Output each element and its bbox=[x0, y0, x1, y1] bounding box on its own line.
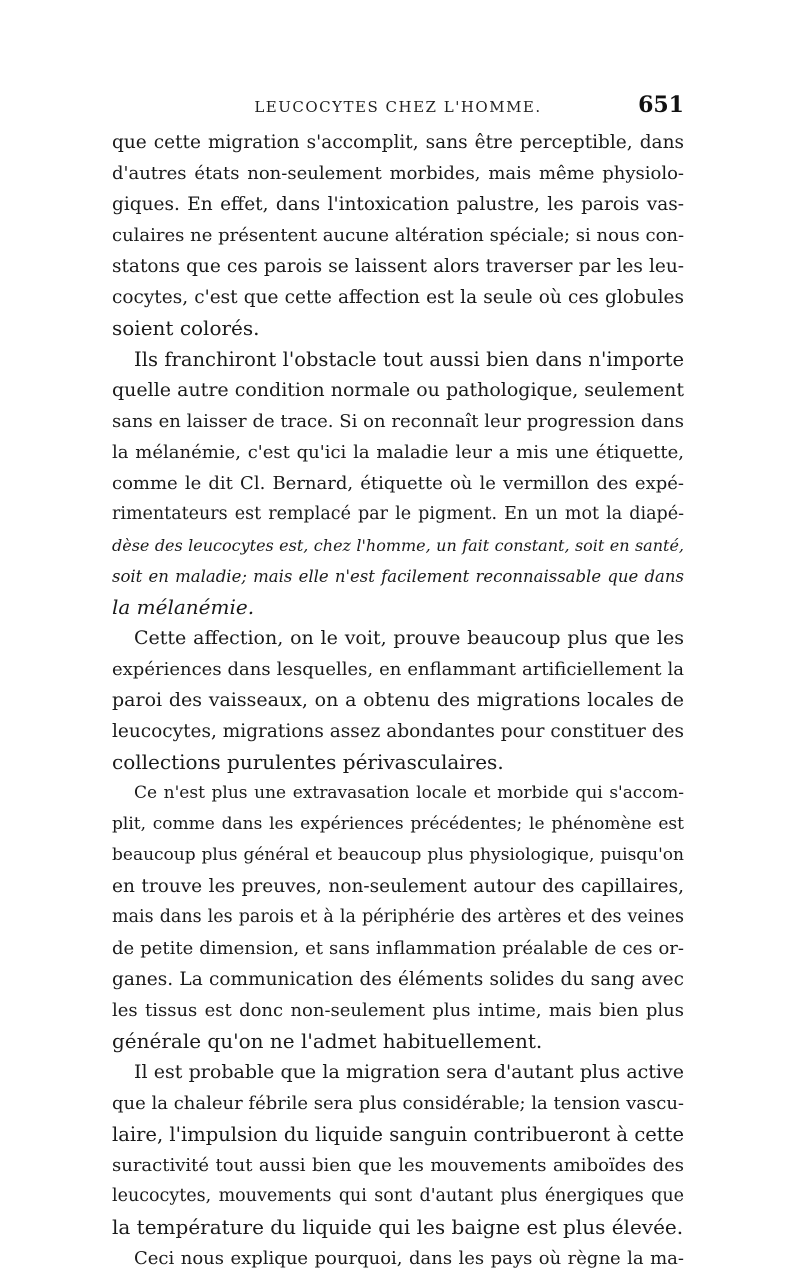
text-line: expériences dans lesquelles, en enflammant artificiellement la bbox=[112, 659, 684, 680]
text-line: plit, comme dans les expériences précédentes; le phénomène est bbox=[112, 814, 684, 834]
page-number: 651 bbox=[638, 92, 684, 118]
text-line: que la chaleur fébrile sera plus considérable; la tension vascu- bbox=[112, 1093, 684, 1114]
text-line: culaires ne présentent aucune altération spéciale; si nous con- bbox=[112, 225, 684, 246]
text-line: statons que ces parois se laissent alors traverser par les leu- bbox=[112, 256, 684, 277]
body-text bbox=[112, 127, 684, 1274]
text-line: la température du liquide qui les baigne est plus élevée. bbox=[112, 1215, 684, 1239]
text-line: rimentateurs est remplacé par le pigment. En un mot la diapé- bbox=[112, 504, 684, 524]
text-line: giques. En effet, dans l'intoxication palustre, les parois vas- bbox=[112, 194, 684, 215]
text-line: générale qu'on ne l'admet habituellement. bbox=[112, 1029, 543, 1053]
text-line: en trouve les preuves, non-seulement autour des capillaires, bbox=[112, 876, 684, 897]
text-line: sans en laisser de trace. Si on reconnaît leur progression dans bbox=[112, 411, 684, 432]
text-line: Ce n'est plus une extravasation locale et morbide qui s'accom- bbox=[134, 783, 684, 803]
text-line: cocytes, c'est que cette affection est la seule où ces globules bbox=[112, 287, 684, 308]
text-line: d'autres états non-seulement morbides, mais même physiolo- bbox=[112, 163, 684, 184]
text-line: Cette affection, on le voit, prouve beaucoup plus que les bbox=[134, 627, 684, 649]
text-line: soient colorés. bbox=[112, 316, 260, 340]
text-line: que cette migration s'accomplit, sans être perceptible, dans bbox=[112, 132, 684, 153]
text-line: de petite dimension, et sans inflammation préalable de ces or- bbox=[112, 938, 684, 959]
text-line: laire, l'impulsion du liquide sanguin contribueront à cette bbox=[112, 1123, 684, 1146]
text-line: comme le dit Cl. Bernard, étiquette où le vermillon des expé- bbox=[112, 473, 684, 494]
text-line: paroi des vaisseaux, on a obtenu des migrations locales de bbox=[112, 689, 684, 711]
text-line: la mélanémie. bbox=[112, 595, 255, 619]
text-line: dèse des leucocytes est, chez l'homme, un fait constant, soit en santé, bbox=[112, 536, 684, 555]
text-line: leucocytes, mouvements qui sont d'autant plus énergiques que bbox=[112, 1186, 684, 1206]
text-line: les tissus est donc non-seulement plus intime, mais bien plus bbox=[112, 1000, 684, 1021]
running-title: LEUCOCYTES CHEZ L'HOMME. bbox=[254, 98, 542, 116]
text-line: Ceci nous explique pourquoi, dans les pays où règne la ma- bbox=[134, 1248, 684, 1269]
text-line: collections purulentes périvasculaires. bbox=[112, 750, 504, 774]
text-line: beaucoup plus général et beaucoup plus physiologique, puisqu'on bbox=[112, 845, 684, 865]
text-line: soit en maladie; mais elle n'est facilement reconnaissable que dans bbox=[112, 567, 684, 586]
text-line: mais dans les parois et à la périphérie des artères et des veines bbox=[112, 907, 684, 927]
text-line: la mélanémie, c'est qu'ici la maladie leur a mis une étiquette, bbox=[112, 442, 684, 463]
running-head bbox=[112, 90, 684, 120]
text-line: quelle autre condition normale ou pathologique, seulement bbox=[112, 379, 684, 401]
text-line: suractivité tout aussi bien que les mouvements amiboïdes des bbox=[112, 1155, 684, 1176]
text-line: Il est probable que la migration sera d'autant plus active bbox=[134, 1061, 684, 1083]
text-line: leucocytes, migrations assez abondantes pour constituer des bbox=[112, 721, 684, 742]
text-line: Ils franchiront l'obstacle tout aussi bien dans n'importe bbox=[134, 348, 684, 371]
text-line: ganes. La communication des éléments solides du sang avec bbox=[112, 969, 684, 990]
